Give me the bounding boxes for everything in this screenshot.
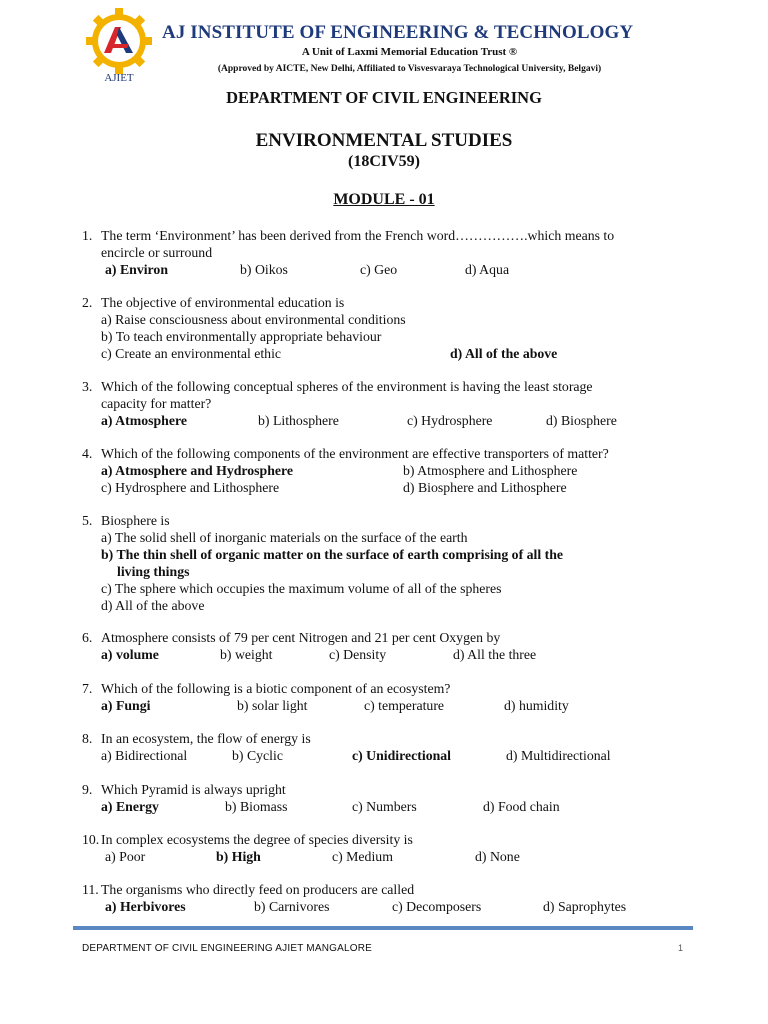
option-c: c) Geo xyxy=(360,262,398,277)
option-a: a) The solid shell of inorganic materials on the surface of the earth xyxy=(101,530,468,545)
question-number: 6. xyxy=(82,630,93,645)
option-b: b) Biomass xyxy=(225,799,288,814)
option-c: c) Unidirectional xyxy=(352,748,451,763)
option-b: b) Carnivores xyxy=(254,899,330,914)
footer-divider xyxy=(73,926,693,930)
option-b: b) To teach environmentally appropriate behaviour xyxy=(101,329,382,344)
option-d: d) humidity xyxy=(504,698,569,713)
question-number: 3. xyxy=(82,379,93,394)
question-6 xyxy=(82,629,688,663)
question-5 xyxy=(82,512,688,614)
option-b: b) weight xyxy=(220,647,273,662)
option-b: b) Cyclic xyxy=(232,748,283,763)
question-stem: The term ‘Environment’ has been derived from the French word…………….which means to xyxy=(101,228,615,243)
option-b: b) Lithosphere xyxy=(258,413,339,428)
department-heading: DEPARTMENT OF CIVIL ENGINEERING xyxy=(226,88,542,107)
option-c: c) The sphere which occupies the maximum volume of all of the spheres xyxy=(101,581,502,596)
question-10 xyxy=(82,831,688,865)
footer-text: DEPARTMENT OF CIVIL ENGINEERING AJIET MANGALORE xyxy=(82,943,373,954)
question-stem: Biosphere is xyxy=(101,513,170,528)
option-c: c) Density xyxy=(329,647,387,662)
question-stem-continued: encircle or surround xyxy=(101,245,213,260)
question-number: 8. xyxy=(82,731,93,746)
institute-logo-icon xyxy=(84,8,154,84)
institute-header xyxy=(0,0,768,90)
question-3 xyxy=(82,378,688,429)
question-stem: The organisms who directly feed on producers are called xyxy=(101,882,415,897)
question-stem: Which Pyramid is always upright xyxy=(101,782,286,797)
question-11 xyxy=(82,881,688,915)
question-7 xyxy=(82,680,688,714)
question-number: 5. xyxy=(82,513,93,528)
question-stem: Which of the following components of the environment are effective transporters of matter? xyxy=(101,446,609,461)
option-b: b) The thin shell of organic matter on the surface of earth comprising of all the xyxy=(101,547,564,562)
option-a: a) Atmosphere xyxy=(101,413,187,428)
option-c: c) Hydrosphere and Lithosphere xyxy=(101,480,280,495)
course-code: (18CIV59) xyxy=(348,153,420,170)
option-c: c) Hydrosphere xyxy=(407,413,493,428)
option-a: a) Energy xyxy=(101,799,159,814)
question-number: 2. xyxy=(82,295,93,310)
course-title: ENVIRONMENTAL STUDIES xyxy=(255,130,513,151)
option-d: d) Multidirectional xyxy=(506,748,611,763)
question-number: 4. xyxy=(82,446,93,461)
option-a: a) Environ xyxy=(105,262,168,277)
question-number: 9. xyxy=(82,782,93,797)
question-9 xyxy=(82,781,688,815)
question-stem: Which of the following conceptual spheres of the environment is having the least storage xyxy=(101,379,593,394)
option-c: c) Decomposers xyxy=(392,899,482,914)
option-d: d) Food chain xyxy=(483,799,560,814)
question-number: 7. xyxy=(82,681,93,696)
option-a: a) Atmosphere and Hydrosphere xyxy=(101,463,294,478)
option-a: a) Bidirectional xyxy=(101,748,188,763)
module-title: MODULE - 01 xyxy=(333,191,435,208)
option-b: b) solar light xyxy=(237,698,308,713)
option-d: d) Saprophytes xyxy=(543,899,627,914)
option-d: d) All of the above xyxy=(450,346,558,361)
option-c: c) Create an environmental ethic xyxy=(101,346,282,361)
question-number: 1. xyxy=(82,228,93,243)
question-4 xyxy=(82,445,688,496)
question-stem-continued: capacity for matter? xyxy=(101,396,212,411)
institute-approval-line: (Approved by AICTE, New Delhi, Affiliated to Visvesvaraya Technological University, Belgavi) xyxy=(217,64,602,74)
option-d: d) None xyxy=(475,849,520,864)
question-stem: Which of the following is a biotic component of an ecosystem? xyxy=(101,681,451,696)
option-b-continued: living things xyxy=(117,564,190,579)
question-stem: In complex ecosystems the degree of species diversity is xyxy=(101,832,413,847)
option-b: b) High xyxy=(216,849,261,864)
page-number: 1 xyxy=(678,943,684,953)
option-a: a) Raise consciousness about environmental conditions xyxy=(101,312,406,327)
option-d: d) All of the above xyxy=(101,598,205,613)
question-number: 11. xyxy=(82,882,99,897)
option-c: c) Numbers xyxy=(352,799,417,814)
logo-text: AJIET xyxy=(104,72,134,84)
option-a: a) volume xyxy=(101,647,159,662)
question-1 xyxy=(82,227,688,278)
option-d: d) Biosphere xyxy=(546,413,617,428)
question-2 xyxy=(82,294,688,362)
option-d: d) Biosphere and Lithosphere xyxy=(403,480,567,495)
option-b: b) Oikos xyxy=(240,262,288,277)
option-a: a) Fungi xyxy=(101,698,151,713)
option-c: c) temperature xyxy=(364,698,445,713)
institute-unit-line: A Unit of Laxmi Memorial Education Trust ® xyxy=(301,46,518,58)
question-stem: In an ecosystem, the flow of energy is xyxy=(101,731,311,746)
institute-name: AJ INSTITUTE OF ENGINEERING & TECHNOLOGY xyxy=(162,22,634,43)
option-a: a) Herbivores xyxy=(105,899,186,914)
question-number: 10. xyxy=(82,832,100,847)
option-c: c) Medium xyxy=(332,849,393,864)
option-b: b) Atmosphere and Lithosphere xyxy=(403,463,578,478)
question-stem: The objective of environmental education is xyxy=(101,295,345,310)
question-8 xyxy=(82,730,688,764)
question-stem: Atmosphere consists of 79 per cent Nitrogen and 21 per cent Oxygen by xyxy=(101,630,501,645)
option-d: d) Aqua xyxy=(465,262,510,277)
option-a: a) Poor xyxy=(105,849,146,864)
option-d: d) All the three xyxy=(453,647,537,662)
